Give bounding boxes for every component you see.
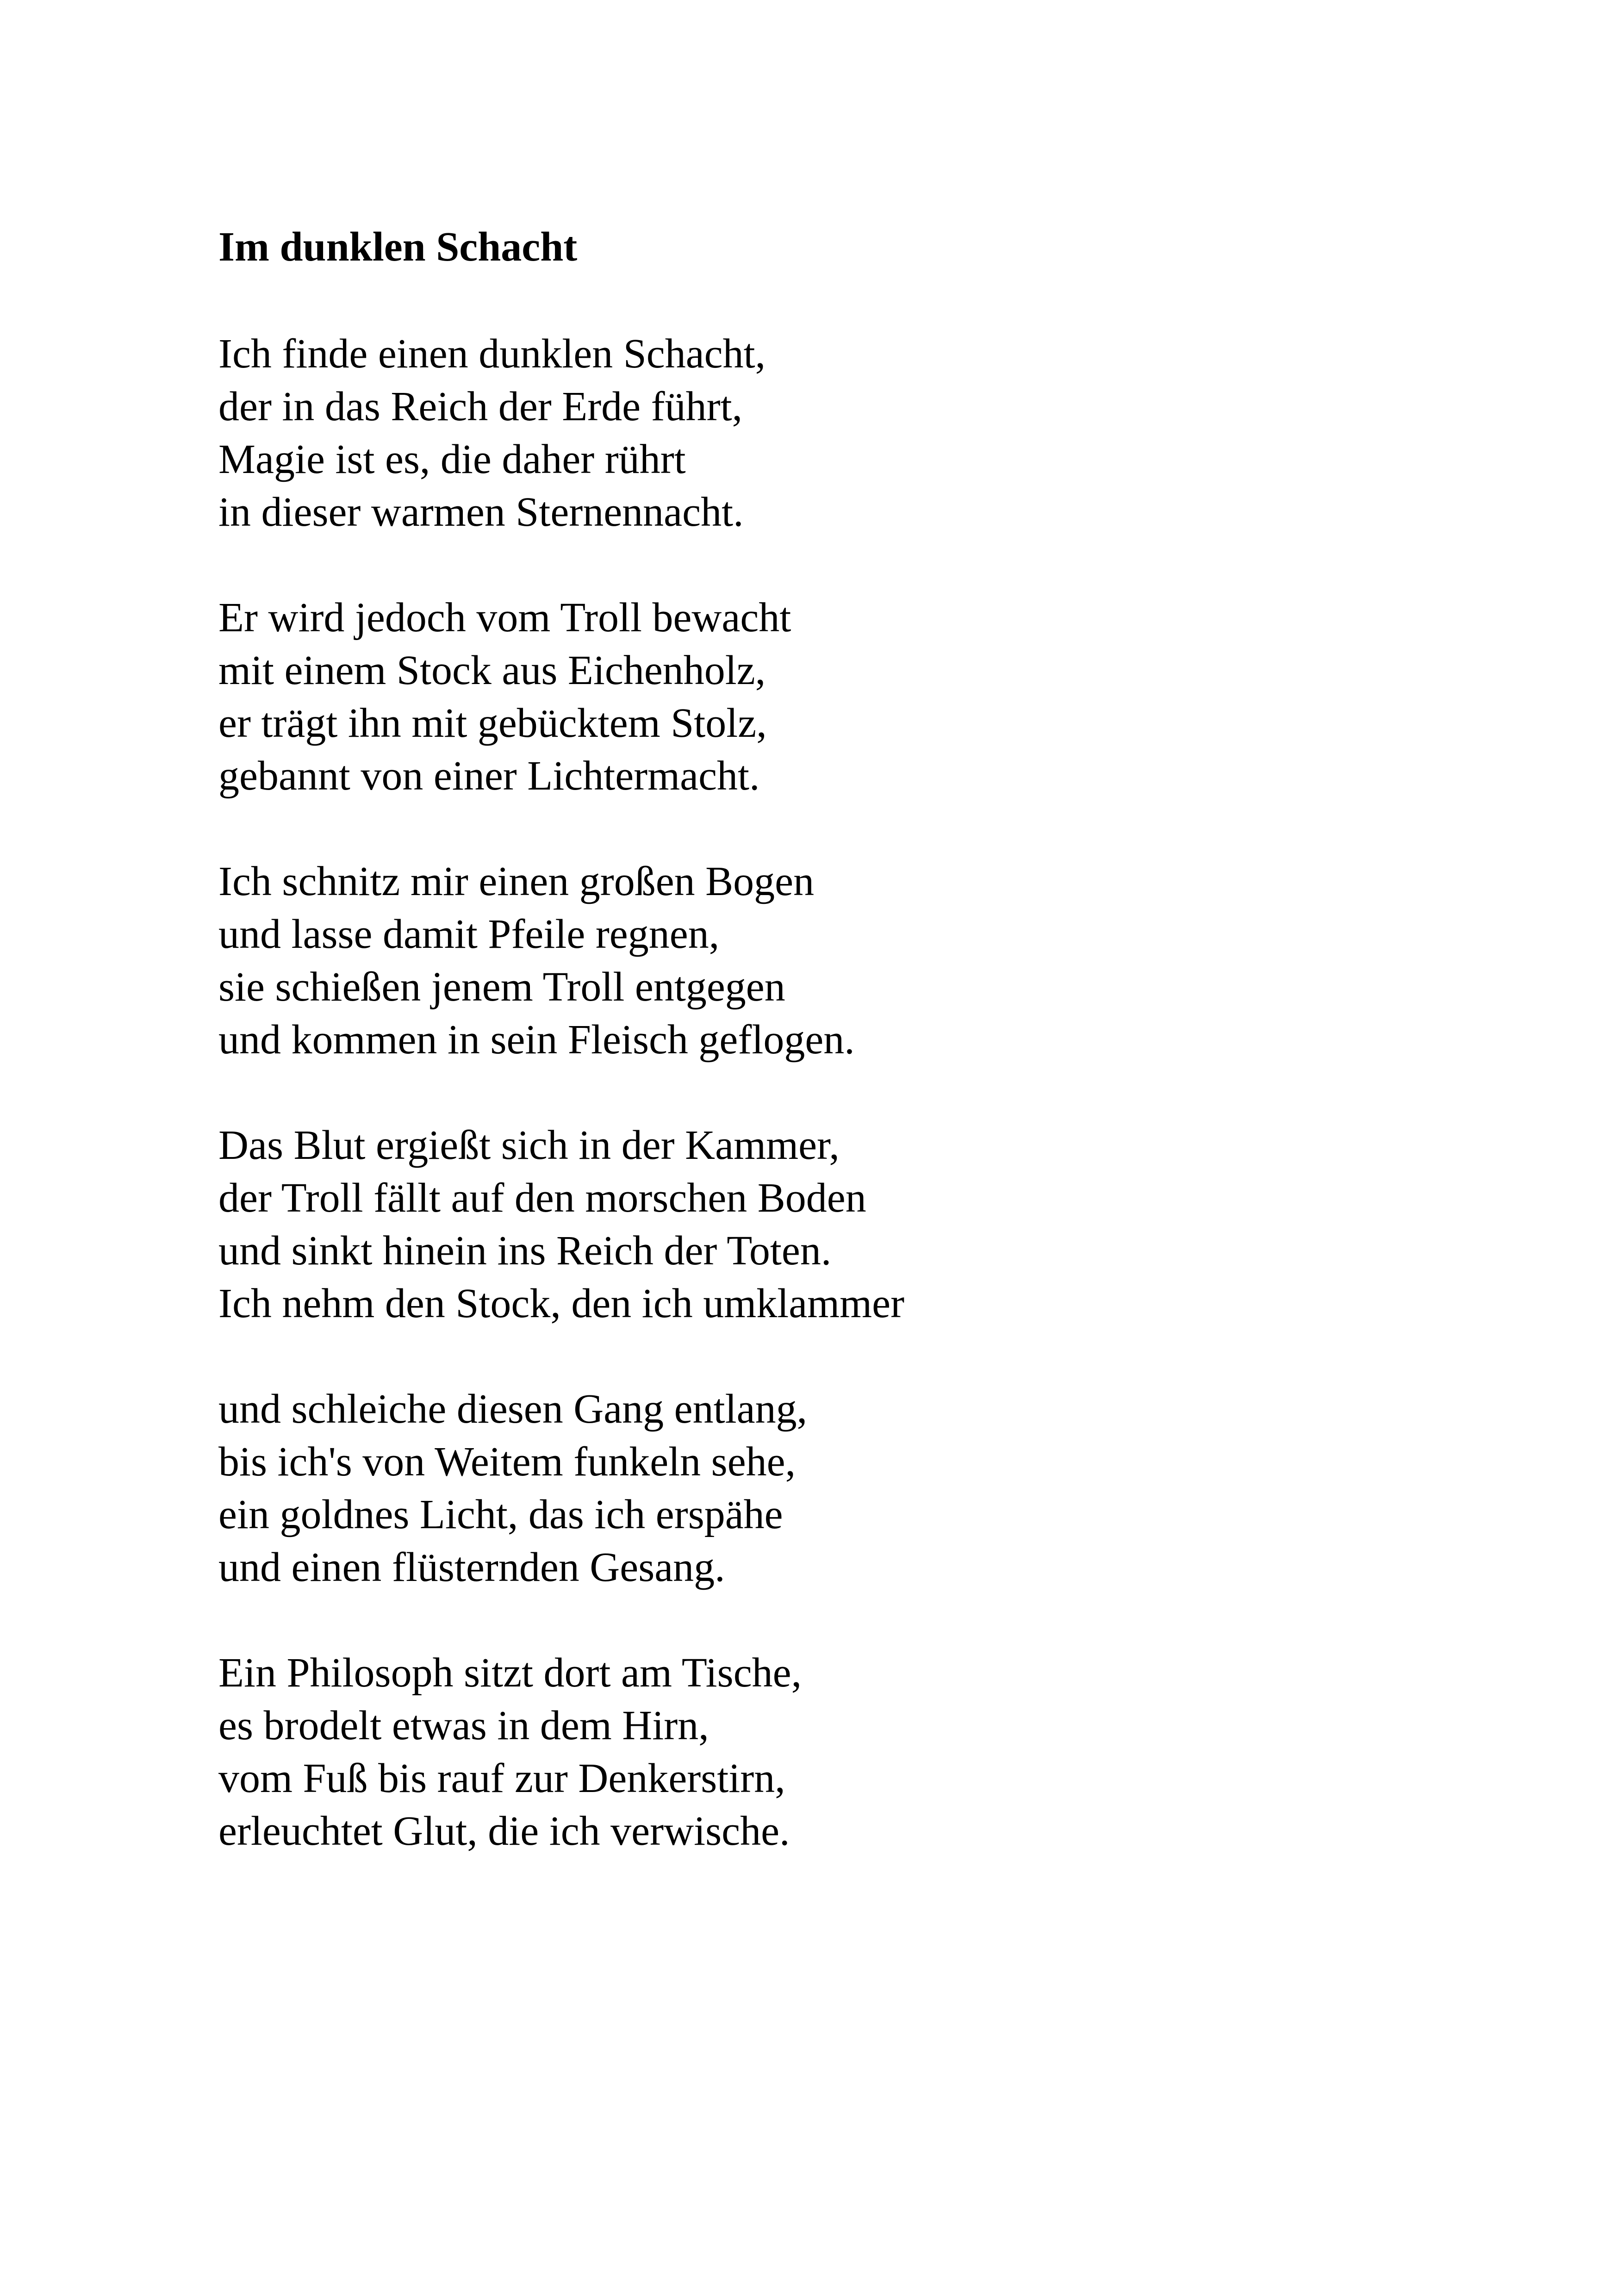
stanza-1 (218, 328, 1468, 539)
stanza-5 (218, 1383, 1468, 1594)
poem-line: gebannt von einer Lichtermacht. (218, 753, 760, 799)
poem-line: der in das Reich der Erde führt, (218, 384, 743, 429)
poem-line: ein goldnes Licht, das ich erspähe (218, 1492, 783, 1537)
stanza-3 (218, 855, 1468, 1066)
poem-line: es brodelt etwas in dem Hirn, (218, 1703, 709, 1748)
poem-line: bis ich's von Weitem funkeln sehe, (218, 1439, 796, 1485)
poem-line: Er wird jedoch vom Troll bewacht (218, 595, 791, 641)
poem-line: und lasse damit Pfeile regnen, (218, 911, 720, 957)
stanza-2 (218, 591, 1468, 803)
poem-line: erleuchtet Glut, die ich verwische. (218, 1808, 790, 1854)
poem-line: Ich schnitz mir einen großen Bogen (218, 859, 815, 904)
poem-line: vom Fuß bis rauf zur Denkerstirn, (218, 1755, 785, 1801)
poem-line: er trägt ihn mit gebücktem Stolz, (218, 700, 767, 746)
poem-line: Das Blut ergießt sich in der Kammer, (218, 1122, 840, 1168)
poem-line: und einen flüsternden Gesang. (218, 1544, 725, 1590)
poem-title: Im dunklen Schacht (218, 224, 578, 270)
stanza-6 (218, 1647, 1468, 1858)
poem-line: Magie ist es, die daher rührt (218, 436, 686, 482)
poem-line: mit einem Stock aus Eichenholz, (218, 647, 766, 693)
poem (218, 220, 1468, 1910)
poem-line: in dieser warmen Sternennacht. (218, 489, 744, 535)
stanza-4 (218, 1119, 1468, 1330)
poem-line: Ein Philosoph sitzt dort am Tische, (218, 1650, 802, 1696)
poem-line: der Troll fällt auf den morschen Boden (218, 1175, 866, 1221)
poem-line: Ich finde einen dunklen Schacht, (218, 331, 766, 377)
poem-line: Ich nehm den Stock, den ich umklammer (218, 1281, 905, 1326)
poem-line: und sinkt hinein ins Reich der Toten. (218, 1228, 832, 1274)
poem-line: und kommen in sein Fleisch geflogen. (218, 1017, 855, 1063)
poem-line: sie schießen jenem Troll entgegen (218, 964, 785, 1010)
poem-line: und schleiche diesen Gang entlang, (218, 1386, 808, 1432)
